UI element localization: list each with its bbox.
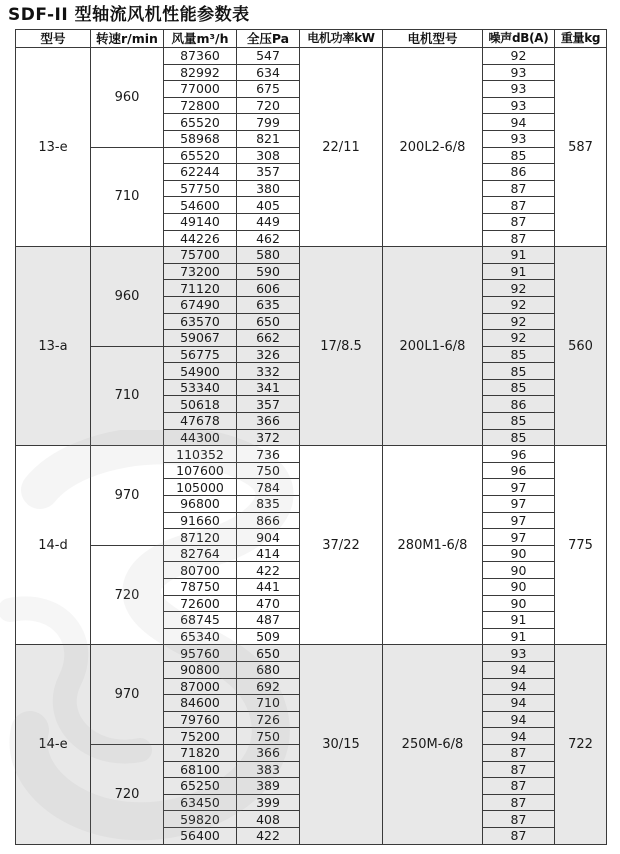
- pressure-cell: 308: [237, 147, 300, 164]
- weight-cell: 560: [555, 247, 607, 446]
- speed-cell: 970: [91, 446, 164, 546]
- pressure-cell: 650: [237, 645, 300, 662]
- airflow-cell: 59067: [164, 330, 237, 347]
- noise-cell: 91: [483, 612, 555, 629]
- airflow-cell: 78750: [164, 579, 237, 596]
- pressure-cell: 408: [237, 811, 300, 828]
- noise-cell: 90: [483, 562, 555, 579]
- noise-cell: 94: [483, 711, 555, 728]
- motor-cell: 250M-6/8: [383, 645, 483, 844]
- table-row: [16, 247, 607, 264]
- speed-cell: 720: [91, 744, 164, 844]
- noise-cell: 93: [483, 64, 555, 81]
- noise-cell: 85: [483, 363, 555, 380]
- noise-cell: 93: [483, 645, 555, 662]
- speed-cell: 970: [91, 645, 164, 745]
- pressure-cell: 590: [237, 263, 300, 280]
- noise-cell: 92: [483, 280, 555, 297]
- noise-cell: 97: [483, 529, 555, 546]
- noise-cell: 87: [483, 213, 555, 230]
- weight-cell: 722: [555, 645, 607, 844]
- model-cell: 13-a: [16, 247, 91, 446]
- noise-cell: 90: [483, 595, 555, 612]
- noise-cell: 85: [483, 429, 555, 446]
- airflow-cell: 54900: [164, 363, 237, 380]
- model-cell: 14-e: [16, 645, 91, 844]
- table-row: [16, 48, 607, 65]
- pressure-cell: 405: [237, 197, 300, 214]
- noise-cell: 87: [483, 794, 555, 811]
- header-power: 电机功率kW: [300, 30, 383, 48]
- pressure-cell: 341: [237, 379, 300, 396]
- airflow-cell: 56400: [164, 827, 237, 844]
- weight-cell: 587: [555, 48, 607, 247]
- airflow-cell: 87000: [164, 678, 237, 695]
- pressure-cell: 509: [237, 628, 300, 645]
- pressure-cell: 441: [237, 579, 300, 596]
- airflow-cell: 58968: [164, 130, 237, 147]
- power-cell: 22/11: [300, 48, 383, 247]
- noise-cell: 93: [483, 81, 555, 98]
- airflow-cell: 65520: [164, 114, 237, 131]
- pressure-cell: 726: [237, 711, 300, 728]
- pressure-cell: 332: [237, 363, 300, 380]
- pressure-cell: 357: [237, 164, 300, 181]
- pressure-cell: 383: [237, 761, 300, 778]
- noise-cell: 87: [483, 811, 555, 828]
- pressure-cell: 662: [237, 330, 300, 347]
- airflow-cell: 72600: [164, 595, 237, 612]
- header-weight: 重量kg: [555, 30, 607, 48]
- noise-cell: 85: [483, 379, 555, 396]
- pressure-cell: 736: [237, 446, 300, 463]
- pressure-cell: 366: [237, 744, 300, 761]
- airflow-cell: 73200: [164, 263, 237, 280]
- noise-cell: 92: [483, 48, 555, 65]
- speed-cell: 710: [91, 346, 164, 446]
- noise-cell: 86: [483, 396, 555, 413]
- airflow-cell: 82764: [164, 545, 237, 562]
- airflow-cell: 77000: [164, 81, 237, 98]
- airflow-cell: 67490: [164, 296, 237, 313]
- airflow-cell: 53340: [164, 379, 237, 396]
- noise-cell: 91: [483, 247, 555, 264]
- noise-cell: 92: [483, 330, 555, 347]
- power-cell: 37/22: [300, 446, 383, 645]
- fan-performance-table: [15, 29, 607, 845]
- noise-cell: 87: [483, 761, 555, 778]
- noise-cell: 85: [483, 413, 555, 430]
- airflow-cell: 49140: [164, 213, 237, 230]
- airflow-cell: 91660: [164, 512, 237, 529]
- noise-cell: 90: [483, 579, 555, 596]
- speed-cell: 710: [91, 147, 164, 247]
- header-speed: 转速r/min: [91, 30, 164, 48]
- model-cell: 13-e: [16, 48, 91, 247]
- pressure-cell: 399: [237, 794, 300, 811]
- airflow-cell: 95760: [164, 645, 237, 662]
- noise-cell: 91: [483, 628, 555, 645]
- noise-cell: 97: [483, 512, 555, 529]
- pressure-cell: 380: [237, 180, 300, 197]
- pressure-cell: 821: [237, 130, 300, 147]
- pressure-cell: 680: [237, 661, 300, 678]
- pressure-cell: 357: [237, 396, 300, 413]
- airflow-cell: 75200: [164, 728, 237, 745]
- airflow-cell: 79760: [164, 711, 237, 728]
- table-row: [16, 446, 607, 463]
- pressure-cell: 750: [237, 462, 300, 479]
- pressure-cell: 422: [237, 827, 300, 844]
- noise-cell: 96: [483, 462, 555, 479]
- weight-cell: 775: [555, 446, 607, 645]
- pressure-cell: 784: [237, 479, 300, 496]
- pressure-cell: 866: [237, 512, 300, 529]
- airflow-cell: 87360: [164, 48, 237, 65]
- pressure-cell: 635: [237, 296, 300, 313]
- airflow-cell: 63450: [164, 794, 237, 811]
- noise-cell: 94: [483, 728, 555, 745]
- pressure-cell: 462: [237, 230, 300, 247]
- airflow-cell: 56775: [164, 346, 237, 363]
- airflow-cell: 50618: [164, 396, 237, 413]
- pressure-cell: 470: [237, 595, 300, 612]
- pressure-cell: 799: [237, 114, 300, 131]
- noise-cell: 94: [483, 678, 555, 695]
- noise-cell: 94: [483, 661, 555, 678]
- airflow-cell: 65250: [164, 778, 237, 795]
- airflow-cell: 82992: [164, 64, 237, 81]
- airflow-cell: 105000: [164, 479, 237, 496]
- pressure-cell: 547: [237, 48, 300, 65]
- noise-cell: 94: [483, 114, 555, 131]
- header-pressure: 全压Pa: [237, 30, 300, 48]
- noise-cell: 94: [483, 695, 555, 712]
- noise-cell: 87: [483, 180, 555, 197]
- noise-cell: 93: [483, 130, 555, 147]
- speed-cell: 960: [91, 247, 164, 347]
- noise-cell: 93: [483, 97, 555, 114]
- pressure-cell: 710: [237, 695, 300, 712]
- power-cell: 30/15: [300, 645, 383, 844]
- airflow-cell: 57750: [164, 180, 237, 197]
- pressure-cell: 372: [237, 429, 300, 446]
- noise-cell: 87: [483, 744, 555, 761]
- airflow-cell: 63570: [164, 313, 237, 330]
- airflow-cell: 90800: [164, 661, 237, 678]
- speed-cell: 720: [91, 545, 164, 645]
- airflow-cell: 47678: [164, 413, 237, 430]
- pressure-cell: 414: [237, 545, 300, 562]
- motor-cell: 200L2-6/8: [383, 48, 483, 247]
- airflow-cell: 44300: [164, 429, 237, 446]
- header-model: 型号: [16, 30, 91, 48]
- pressure-cell: 750: [237, 728, 300, 745]
- header-airflow: 风量m³/h: [164, 30, 237, 48]
- noise-cell: 85: [483, 147, 555, 164]
- page-title: SDF-II 型轴流风机性能参数表: [8, 5, 250, 25]
- noise-cell: 92: [483, 296, 555, 313]
- pressure-cell: 692: [237, 678, 300, 695]
- pressure-cell: 650: [237, 313, 300, 330]
- airflow-cell: 62244: [164, 164, 237, 181]
- airflow-cell: 75700: [164, 247, 237, 264]
- noise-cell: 90: [483, 545, 555, 562]
- noise-cell: 97: [483, 496, 555, 513]
- airflow-cell: 65340: [164, 628, 237, 645]
- model-cell: 14-d: [16, 446, 91, 645]
- table-body: [16, 48, 607, 845]
- noise-cell: 86: [483, 164, 555, 181]
- airflow-cell: 68745: [164, 612, 237, 629]
- noise-cell: 87: [483, 827, 555, 844]
- airflow-cell: 59820: [164, 811, 237, 828]
- pressure-cell: 606: [237, 280, 300, 297]
- header-row: [16, 30, 607, 48]
- airflow-cell: 71120: [164, 280, 237, 297]
- airflow-cell: 87120: [164, 529, 237, 546]
- airflow-cell: 65520: [164, 147, 237, 164]
- pressure-cell: 720: [237, 97, 300, 114]
- pressure-cell: 422: [237, 562, 300, 579]
- airflow-cell: 72800: [164, 97, 237, 114]
- pressure-cell: 634: [237, 64, 300, 81]
- airflow-cell: 80700: [164, 562, 237, 579]
- airflow-cell: 44226: [164, 230, 237, 247]
- airflow-cell: 54600: [164, 197, 237, 214]
- noise-cell: 92: [483, 313, 555, 330]
- motor-cell: 200L1-6/8: [383, 247, 483, 446]
- airflow-cell: 107600: [164, 462, 237, 479]
- noise-cell: 87: [483, 778, 555, 795]
- noise-cell: 97: [483, 479, 555, 496]
- noise-cell: 96: [483, 446, 555, 463]
- header-noise: 噪声dB(A): [483, 30, 555, 48]
- airflow-cell: 96800: [164, 496, 237, 513]
- noise-cell: 85: [483, 346, 555, 363]
- noise-cell: 91: [483, 263, 555, 280]
- pressure-cell: 389: [237, 778, 300, 795]
- pressure-cell: 675: [237, 81, 300, 98]
- speed-cell: 960: [91, 48, 164, 148]
- airflow-cell: 110352: [164, 446, 237, 463]
- airflow-cell: 84600: [164, 695, 237, 712]
- airflow-cell: 68100: [164, 761, 237, 778]
- power-cell: 17/8.5: [300, 247, 383, 446]
- pressure-cell: 366: [237, 413, 300, 430]
- pressure-cell: 326: [237, 346, 300, 363]
- pressure-cell: 449: [237, 213, 300, 230]
- pressure-cell: 580: [237, 247, 300, 264]
- airflow-cell: 71820: [164, 744, 237, 761]
- pressure-cell: 487: [237, 612, 300, 629]
- header-motor: 电机型号: [383, 30, 483, 48]
- noise-cell: 87: [483, 230, 555, 247]
- pressure-cell: 904: [237, 529, 300, 546]
- pressure-cell: 835: [237, 496, 300, 513]
- noise-cell: 87: [483, 197, 555, 214]
- table-row: [16, 645, 607, 662]
- motor-cell: 280M1-6/8: [383, 446, 483, 645]
